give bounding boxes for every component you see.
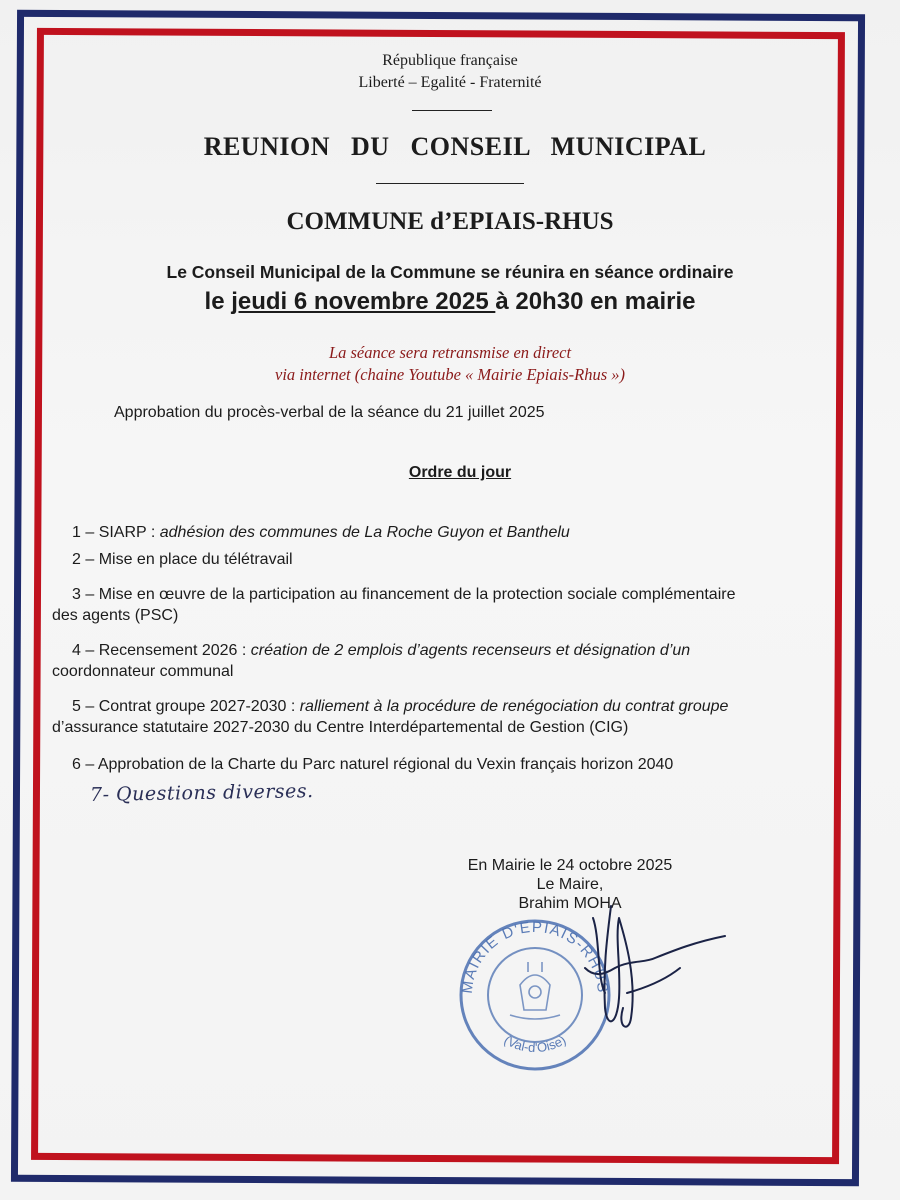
agenda-item-continuation: des agents (PSC) <box>52 607 179 624</box>
title-divider <box>376 183 524 184</box>
agenda-item-number: 1 – <box>72 524 99 541</box>
page-title: REUNION DU CONSEIL MUNICIPAL <box>203 132 707 161</box>
republic-label: République française <box>382 52 518 69</box>
minutes-approval: Approbation du procès-verbal de la séance du 21 juillet 2025 <box>114 404 545 421</box>
meeting-date-suffix: à 20h30 en mairie <box>495 288 696 315</box>
agenda-item <box>52 640 832 682</box>
signature-name: Brahim MOHA <box>518 895 622 912</box>
agenda-item-head: Mise en œuvre de la participation au financement de la protection sociale complémentaire <box>98 586 736 603</box>
document-content <box>50 40 830 1140</box>
agenda-title: Ordre du jour <box>408 464 512 481</box>
stream-line-1: La séance sera retransmise en direct <box>328 343 572 362</box>
meeting-date: jeudi 6 novembre 2025 <box>231 288 496 315</box>
agenda-item-number: 6 – <box>72 756 98 773</box>
agenda-item-continuation: d’assurance statutaire 2027-2030 du Centre Interdépartemental de Gestion (CIG) <box>52 719 629 736</box>
republic-header <box>50 50 850 94</box>
signature-place-date: En Mairie le 24 octobre 2025 <box>467 857 673 874</box>
stream-line-2: via internet (chaine Youtube « Mairie Epiais-Rhus ») <box>275 365 625 384</box>
agenda-item <box>72 549 832 570</box>
republic-motto: Liberté – Egalité - Fraternité <box>358 74 542 91</box>
agenda-item-head: SIARP : <box>98 524 160 541</box>
agenda-item-text: création de 2 emplois d’agents recenseurs et désignation d’un <box>250 642 691 659</box>
header-divider <box>412 110 492 111</box>
agenda-item-number: 2 – <box>72 551 99 568</box>
agenda-item <box>72 754 832 775</box>
seal-top-text: MAIRIE D'EPIAIS-RHUS <box>458 918 612 995</box>
handwritten-agenda-item: 7- Questions diverses. <box>89 780 314 806</box>
mayor-signature-icon <box>545 898 745 1038</box>
agenda-item-number: 4 – <box>72 642 99 659</box>
seal-bottom-text: (Val-d'Oise) <box>501 1032 569 1056</box>
agenda-item <box>52 584 832 626</box>
agenda-item-number: 3 – <box>72 586 99 603</box>
agenda-item-head: Approbation de la Charte du Parc naturel régional du Vexin français horizon 2040 <box>97 756 674 773</box>
agenda-item-continuation: coordonnateur communal <box>52 663 234 680</box>
meeting-date-line <box>50 288 850 316</box>
agenda-item <box>72 522 832 543</box>
signature-role: Le Maire, <box>536 876 604 893</box>
agenda-item-head: Contrat groupe 2027-2030 : <box>98 698 300 715</box>
meeting-date-prefix: le <box>204 288 232 315</box>
commune-name: COMMUNE d’EPIAIS-RHUS <box>286 208 614 235</box>
agenda-item-head: Recensement 2026 : <box>98 642 251 659</box>
agenda-item-head: Mise en place du télétravail <box>98 551 293 568</box>
agenda-item-number: 5 – <box>72 698 99 715</box>
agenda-item-text: adhésion des communes de La Roche Guyon et Banthelu <box>159 524 570 541</box>
stream-notice <box>50 342 850 386</box>
agenda-item-text: ralliement à la procédure de renégociation du contrat groupe <box>299 698 729 715</box>
agenda-item <box>52 696 832 738</box>
meeting-intro: Le Conseil Municipal de la Commune se réunira en séance ordinaire <box>166 262 734 282</box>
